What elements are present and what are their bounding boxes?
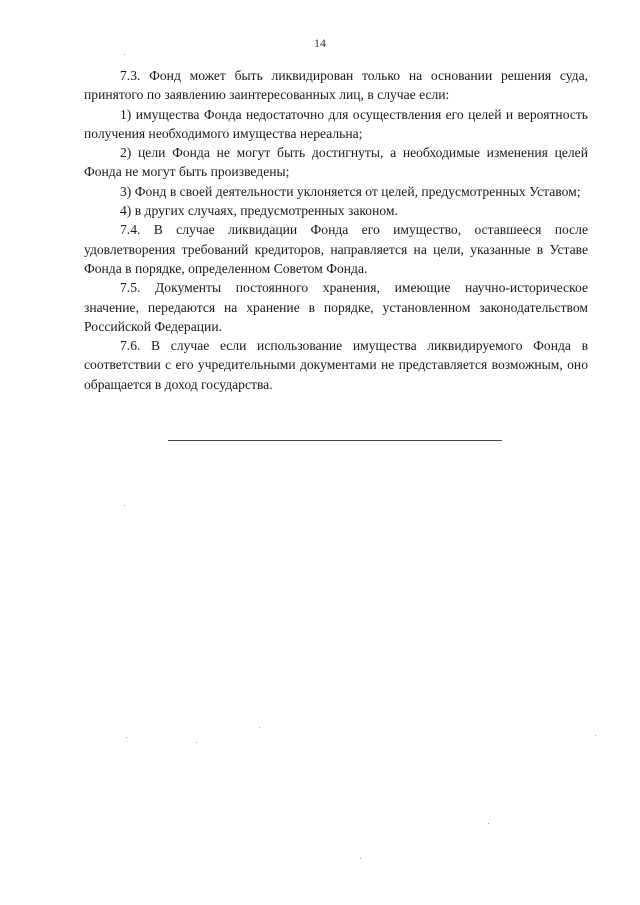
- scan-speck: [124, 505, 125, 506]
- scan-speck: [259, 727, 260, 728]
- scan-speck: [360, 858, 361, 859]
- scan-speck: [124, 54, 125, 55]
- paragraph-7-3: 7.3. Фонд может быть ликвидирован только на основании решения суда, принятого по заявлению заинтересованных лиц, в случае если:: [84, 68, 588, 103]
- document-body: [84, 66, 588, 394]
- scan-speck: [595, 735, 596, 736]
- paragraph-7-6: 7.6. В случае если использование имущества ликвидируемого Фонда в соответствии с его учредительными документами не представляется возможным, оно обращается в доход государства.: [84, 338, 588, 392]
- paragraph-7-4: 7.4. В случае ликвидации Фонда его имущество, оставшееся после удовлетворения требований кредиторов, направляется на цели, указанные в Уставе Фонда в порядке, определенном Советом Фонда.: [84, 222, 588, 276]
- list-item-2: 2) цели Фонда не могут быть достигнуты, а необходимые изменения целей Фонда не могут быть произведены;: [84, 145, 588, 180]
- page-number: 14: [314, 36, 326, 50]
- scan-speck: [196, 742, 197, 743]
- list-item-3: 3) Фонд в своей деятельности уклоняется от целей, предусмотренных Уставом;: [120, 183, 581, 199]
- list-item-1: 1) имущества Фонда недостаточно для осуществления его целей и вероятность получения необходимого имущества нереальна;: [84, 106, 588, 141]
- list-item-4: 4) в других случаях, предусмотренных законом.: [120, 203, 398, 219]
- scan-speck: [126, 737, 127, 738]
- paragraph-7-5: 7.5. Документы постоянного хранения, имеющие научно-историческое значение, передаются на хранение в порядке, установленном законодательством Российской Федерации.: [84, 280, 588, 334]
- end-of-document-rule: [168, 440, 502, 441]
- scan-speck: [488, 823, 489, 824]
